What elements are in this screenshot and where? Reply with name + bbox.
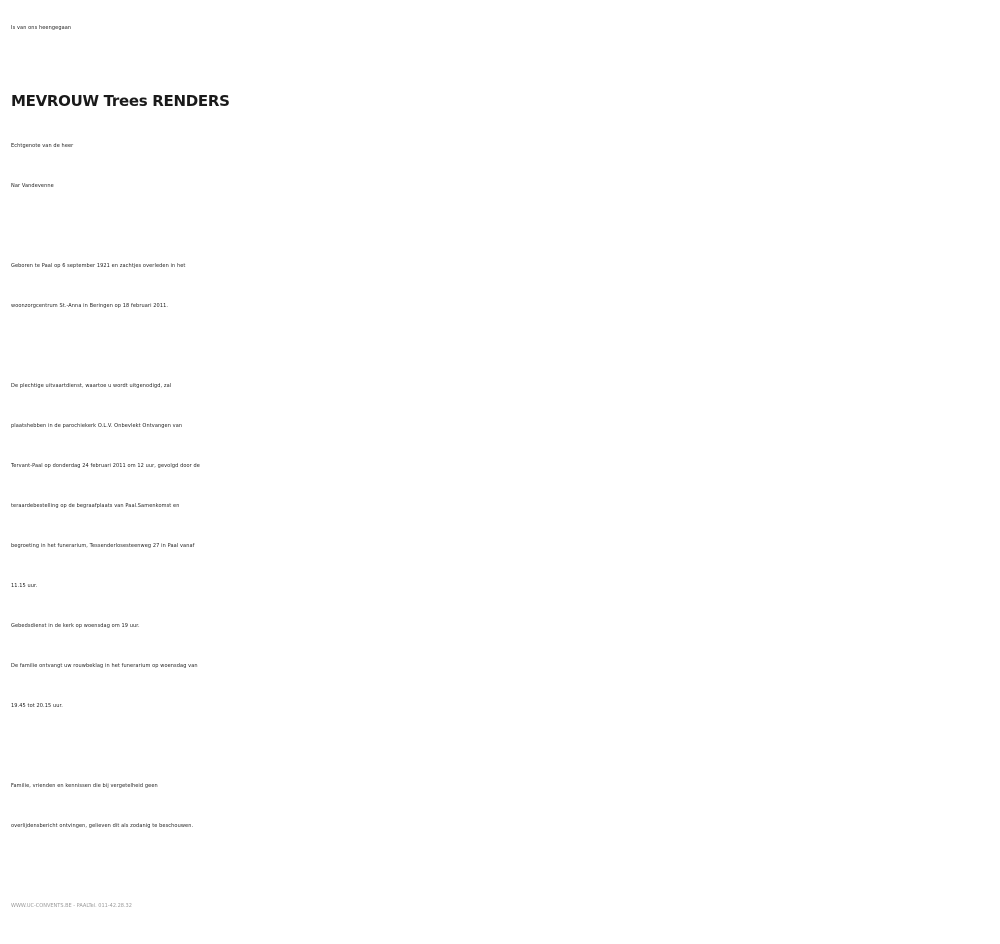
birth-death-block	[11, 246, 1000, 326]
service-block	[11, 366, 1000, 726]
spouse-line: Nar Vandevenne	[11, 183, 54, 189]
footer-contact: WWW.UC-CONVENTS.BE - PAALTel. 011-42.28.32	[11, 903, 132, 909]
spouse-block	[11, 126, 1000, 206]
service-line: De plechtige uitvaartdienst, waartoe u wordt uitgenodigd, zal	[11, 383, 172, 389]
closing-line: Familie, vrienden en kennissen die bij vergetelheid geen	[11, 783, 158, 789]
intro-text: Is van ons heengegaan	[11, 25, 72, 31]
deceased-name: MEVROUW Trees RENDERS	[11, 92, 230, 110]
spacer	[11, 206, 1000, 246]
service-line: begroeting in het funerarium, Tessenderlosesteenweg 27 in Paal vanaf	[11, 543, 195, 549]
service-line: teraardebestelling op de begraafplaats van Paal.Samenkomst en	[11, 503, 180, 509]
birth-death-line: woonzorgcentrum St.-Anna in Beringen op 18 februari 2011.	[11, 303, 169, 309]
spacer	[11, 326, 1000, 366]
service-line: Tervant-Paal op donderdag 24 februari 2011 om 12 uur, gevolgd door de	[11, 463, 200, 469]
spacer	[11, 726, 1000, 766]
service-line: plaatshebben in de parochiekerk O.L.V. Onbevlekt Ontvangen van	[11, 423, 183, 429]
birth-death-line: Geboren te Paal op 6 september 1921 en zachtjes overleden in het	[11, 263, 186, 269]
spacer	[11, 846, 1000, 886]
closing-line: overlijdensbericht ontvingen, gelieven dit als zodanig te beschouwen.	[11, 823, 194, 829]
service-line: 19.45 tot 20.15 uur.	[11, 703, 63, 709]
service-line: 11.15 uur.	[11, 583, 38, 589]
closing-block	[11, 766, 1000, 846]
spouse-line: Echtgenote van de heer	[11, 143, 74, 149]
service-line: Gebedsdienst in de kerk op woensdag om 19 uur.	[11, 623, 140, 629]
service-line: De familie ontvangt uw rouwbeklag in het funerarium op woensdag van	[11, 663, 198, 669]
